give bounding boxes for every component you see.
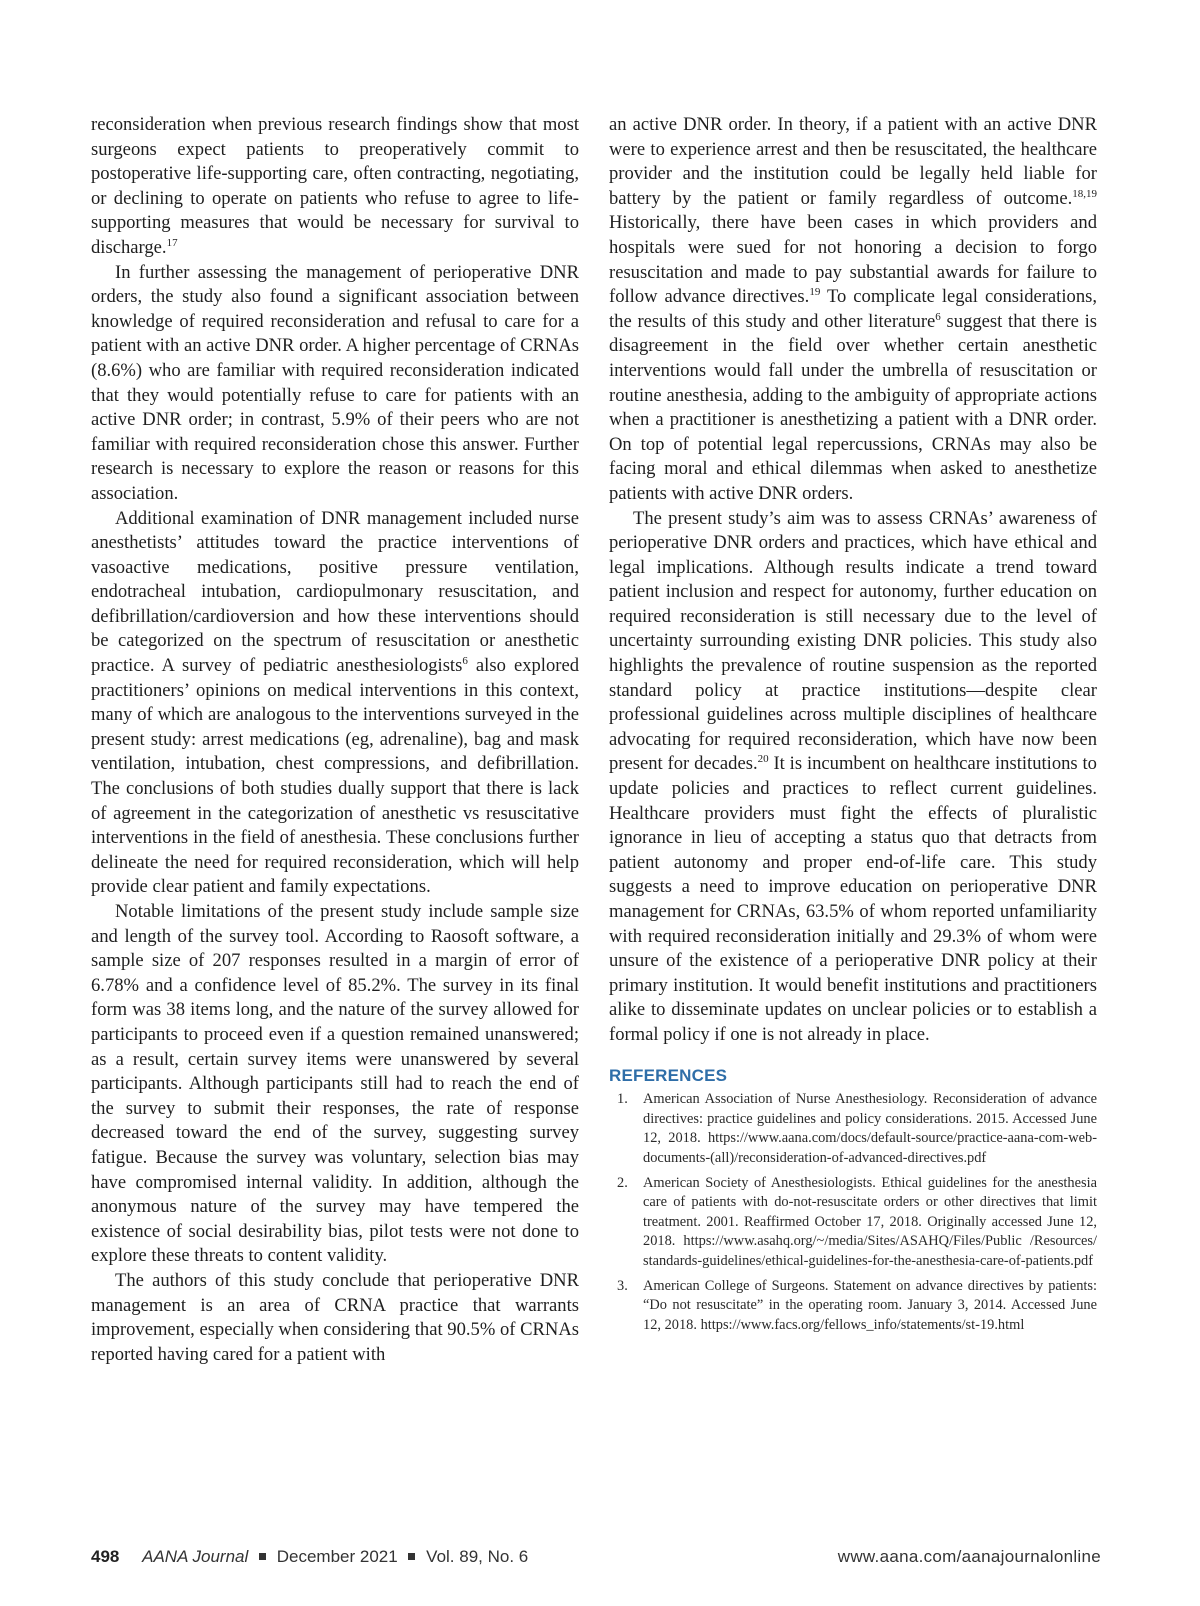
citation-superscript: 17 bbox=[166, 236, 178, 249]
body-paragraph bbox=[609, 113, 1097, 507]
text-run: also explored practitioners’ opinions on medical interventions in this context, many of which are analogous to the interventions surveyed in the present study: arrest medications (eg, adrenaline), bag and mask ventilation, intubation, chest compressions, and defibrillation. The conclusions of both studies dually support that there is lack of agreement in the categorization of anesthetic vs resuscitative interventions in the field of anesthesia. These conclusions further delineate the need for required reconsideration, which will help provide clear patient and family expectations. bbox=[91, 655, 579, 898]
references-heading: REFERENCES bbox=[609, 1065, 728, 1085]
page-footer bbox=[91, 1547, 1101, 1571]
reference-item bbox=[609, 1174, 1097, 1272]
reference-text: American Association of Nurse Anesthesiology. Reconsideration of advance directives: practice guidelines and policy considerations. 2015. Accessed June 12, 2018. https://www.aana.com/docs/default-source/practice-aana-com-web-documents-(all)/reconsideration-of-advanced-directives.pdf bbox=[643, 1091, 1097, 1166]
citation-superscript: 6 bbox=[935, 310, 941, 323]
text-run: The present study’s aim was to assess CRNAs’ awareness of perioperative DNR orders and practices, which have ethical and legal implications. Although results indicate a trend toward patient inclusion and respect for autonomy, further education on required reconsideration is still necessary due to the level of uncertainty surrounding existing DNR policies. This study also highlights the prevalence of routine suspension as the reported standard policy at practice institutions—despite clear professional guidelines across multiple disciplines of healthcare advocating for required reconsideration, which have now been present for decades. bbox=[609, 507, 1097, 775]
citation-superscript: 18,19 bbox=[1072, 187, 1097, 200]
body-paragraph bbox=[91, 900, 579, 1269]
square-separator-icon bbox=[408, 1553, 415, 1560]
text-run: an active DNR order. In theory, if a patient with an active DNR were to experience arrest and then be resuscitated, the healthcare provider and the institution could be legally held liable for battery by the patient or family regardless of outcome. bbox=[609, 114, 1097, 209]
body-paragraph bbox=[91, 507, 579, 901]
left-column bbox=[91, 113, 579, 1367]
square-separator-icon bbox=[259, 1553, 266, 1560]
journal-website-link[interactable]: www.aana.com/aanajournalonline bbox=[837, 1547, 1101, 1566]
body-paragraph bbox=[91, 261, 579, 507]
page-number: 498 bbox=[91, 1547, 120, 1566]
text-run: Historically, there have been cases in which providers and hospitals were sued for not honoring a decision to forgo resuscitation and made to pay substantial awards for failure to follow advance directives. bbox=[609, 212, 1097, 308]
body-paragraph bbox=[609, 507, 1097, 1048]
body-paragraph bbox=[91, 1269, 579, 1367]
reference-item bbox=[609, 1277, 1097, 1336]
text-run: In further assessing the management of perioperative DNR orders, the study also found a significant association between knowledge of required reconsideration and refusal to care for a patient with an active DNR order. A higher percentage of CRNAs (8.6%) who are familiar with required reconsideration indicated that they would potentially refuse to care for patients with an active DNR order; in contrast, 5.9% of their peers who are not familiar with required reconsideration chose this answer. Further research is necessary to explore the reason or reasons for this association. bbox=[91, 261, 579, 504]
issue-date: December 2021 bbox=[276, 1547, 398, 1566]
text-run: It is incumbent on healthcare institutions to update policies and practices to reflect current guidelines. Healthcare providers must fight the effects of pluralistic ignorance in lieu of accepting a status quo that detracts from patient autonomy and proper end-of-life care. This study suggests a need to improve education on perioperative DNR management for CRNAs, 63.5% of whom reported unfamiliarity with required reconsideration initially and 29.3% of whom were unsure of the existence of a perioperative DNR policy at their primary institution. It would benefit institutions and practitioners alike to disseminate updates on unclear policies or to establish a formal policy if one is not already in place. bbox=[609, 753, 1097, 1045]
reference-number: 1. bbox=[617, 1091, 628, 1108]
text-run: Additional examination of DNR management included nurse anesthetists’ attitudes toward the practice interventions of vasoactive medications, positive pressure ventilation, endotracheal intubation, cardiopulmonary resuscitation, and defibrillation/cardioversion and how these interventions should be categorized on the spectrum of resuscitation or anesthetic practice. A survey of pediatric anesthesiologists bbox=[91, 507, 579, 677]
reference-text: American College of Surgeons. Statement on advance directives by patients: “Do not resuscitate” in the operating room. January 3, 2014. Accessed June 12, 2018. https://www.facs.org/fellows_info/statements/st-19.html bbox=[643, 1277, 1097, 1333]
reference-number: 2. bbox=[617, 1174, 628, 1191]
text-run: Notable limitations of the present study include sample size and length of the survey tool. According to Raosoft software, a sample size of 207 responses resulted in a margin of error of 6.78% and a confidence level of 85.2%. The survey in its final form was 38 items long, and the nature of the survey allowed for participants to proceed even if a question remained unanswered; as a result, certain survey items were unanswered by several participants. Although participants still had to reach the end of the survey to submit their responses, the rate of response decreased toward the end of the survey, suggesting survey fatigue. Because the survey was voluntary, selection bias may have compromised internal validity. In addition, although the anonymous nature of the survey may have tempered the existence of social desirability bias, pilot tests were not done to explore these threats to content validity. bbox=[91, 901, 579, 1267]
reference-number: 3. bbox=[617, 1277, 628, 1294]
journal-name: AANA Journal bbox=[142, 1547, 249, 1566]
text-run: reconsideration when previous research findings show that most surgeons expect patients to preoperatively commit to postoperative life-supporting care, often contracting, negotiating, or declining to operate on patients who refuse to agree to life-supporting measures that would be necessary for survival to discharge. bbox=[91, 114, 579, 258]
references-list bbox=[609, 1090, 1097, 1335]
text-run: suggest that there is disagreement in the field over whether certain anesthetic interventions would fall under the umbrella of resuscitation or routine anesthesia, adding to the ambiguity of appropriate actions when a practitioner is anesthetizing a patient with a DNR order. On top of potential legal repercussions, CRNAs may also be facing moral and ethical dilemmas when asked to anesthetize patients with active DNR orders. bbox=[609, 310, 1097, 504]
body-paragraph bbox=[91, 113, 579, 261]
text-run: The authors of this study conclude that perioperative DNR management is an area of CRNA practice that warrants improvement, especially when considering that 90.5% of CRNAs reported having cared for a patient with bbox=[91, 1269, 579, 1365]
citation-superscript: 6 bbox=[462, 654, 468, 667]
reference-item bbox=[609, 1090, 1097, 1168]
citation-superscript: 19 bbox=[809, 285, 821, 298]
right-column bbox=[609, 113, 1097, 1340]
volume-issue: Vol. 89, No. 6 bbox=[426, 1547, 529, 1566]
footer-citation bbox=[91, 1547, 528, 1567]
citation-superscript: 20 bbox=[757, 753, 769, 766]
text-run: To complicate legal considerations, the results of this study and other literature bbox=[609, 286, 1097, 332]
reference-text: American Society of Anesthesiologists. Ethical guidelines for the anesthesia care of patients with do-not-resuscitate orders or other directives that limit treatment. 2001. Reaffirmed October 17, 2018. Originally accessed June 12, 2018. https://www.asahq.org/~/media/Sites/ASAHQ/Files/Public /Resources/ standards-guidelines/ethical-guidelines-for-the-anesthesia-care-of-patients.pdf bbox=[643, 1174, 1097, 1269]
